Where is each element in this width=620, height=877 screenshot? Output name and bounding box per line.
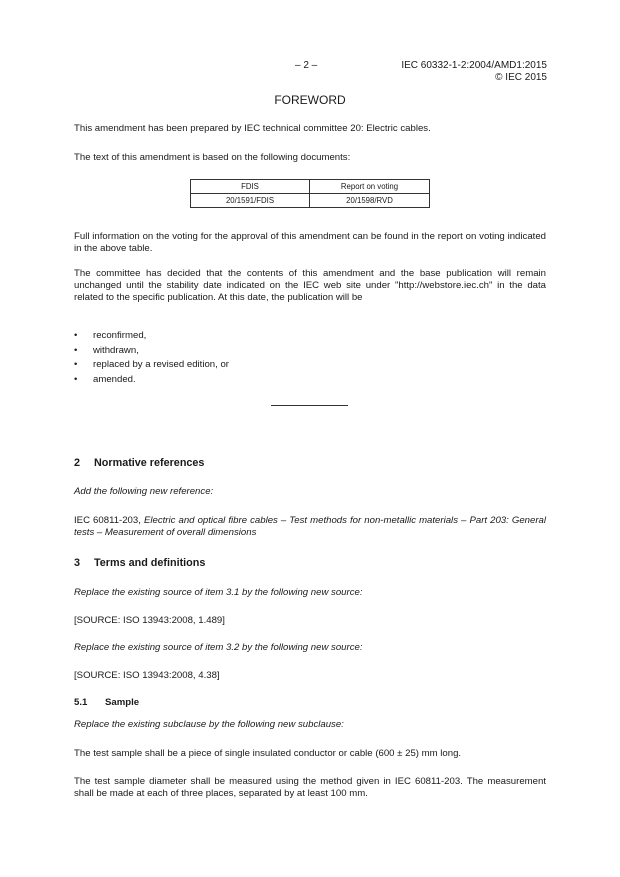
table-row [191,194,430,208]
list-item: • reconfirmed, [74,329,229,344]
section-5-1-instruction: Replace the existing subclause by the following new subclause: [74,719,344,730]
table-cell: 20/1598/RVD [310,194,430,208]
foreword-para-1: This amendment has been prepared by IEC technical committee 20: Electric cables. [74,123,431,134]
publication-status-list [74,329,229,387]
foreword-para-3: Full information on the voting for the approval of this amendment can be found in the report on voting indicated in the above table. [74,231,546,254]
section-3-source-2: [SOURCE: ISO 13943:2008, 4.38] [74,670,220,681]
document-reference [401,60,547,84]
bullet-icon: • [74,344,78,356]
bullet-icon: • [74,373,78,385]
section-5-1-heading: 5.1 Sample [74,697,140,708]
section-2-reference: IEC 60811-203, Electric and optical fibre cables – Test methods for non-metallic materials – Part 203: General tests – Measurement of overall dimensions [74,515,546,538]
copyright: © IEC 2015 [495,72,547,83]
section-3-heading: 3 Terms and definitions [74,557,206,569]
divider [271,405,348,406]
list-item: • withdrawn, [74,344,229,359]
table-header-cell: FDIS [191,180,310,194]
standard-id: IEC 60332-1-2:2004/AMD1:2015 [401,60,547,71]
section-5-1-para-2: The test sample diameter shall be measured using the method given in IEC 60811-203. The measurement shall be made at each of three places, separated by at least 100 mm. [74,776,546,799]
page-number: – 2 – [295,60,318,71]
bullet-icon: • [74,359,78,370]
foreword-title: FOREWORD [274,93,346,107]
bullet-icon: • [74,330,78,341]
table-cell: 20/1591/FDIS [191,194,310,208]
voting-table [190,179,430,208]
section-2-instruction: Add the following new reference: [74,486,214,497]
section-3-instruction-2: Replace the existing source of item 3.2 by the following new source: [74,642,363,653]
foreword-para-4: The committee has decided that the contents of this amendment and the base publication will remain unchanged until the stability date indicated on the IEC web site under "http://webstore.iec.ch" in the data related to the specific publication. At this date, the publication will be [74,268,546,303]
table-header-cell: Report on voting [310,180,430,194]
foreword-para-2: The text of this amendment is based on the following documents: [74,152,351,163]
list-item: • replaced by a revised edition, or [74,358,229,373]
section-3-source-1: [SOURCE: ISO 13943:2008, 1.489] [74,615,225,626]
section-2-heading: 2 Normative references [74,457,205,469]
section-3-instruction-1: Replace the existing source of item 3.1 by the following new source: [74,587,363,598]
section-5-1-para-1: The test sample shall be a piece of single insulated conductor or cable (600 ± 25) mm long. [74,748,462,759]
list-item: • amended. [74,373,229,388]
table-header-row [191,180,430,194]
